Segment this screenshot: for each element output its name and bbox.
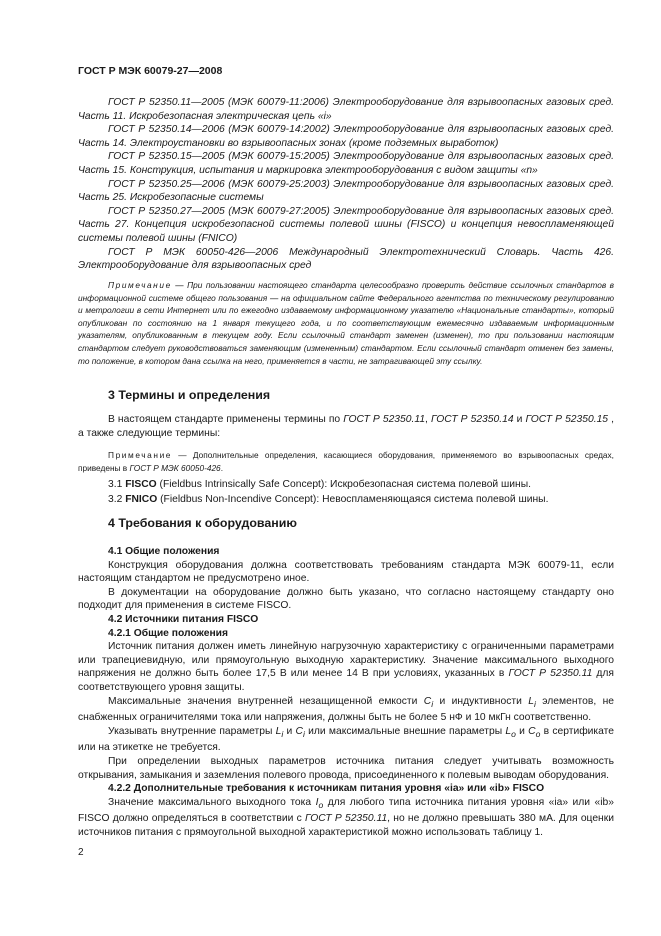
section-3-note: Примечание — Дополнительные определения, касающиеся оборудования, применяемого во взрывоопасных средах, приведены в ГОСТ Р МЭК 60050-426.	[78, 450, 614, 473]
term-fnico: 3.2 FNICO (Fieldbus Non-Incendive Concept): Невоспламеняющаяся система полевой шины.	[108, 494, 549, 506]
subsection-4-2: 4.2 Источники питания FISCO	[108, 613, 259, 625]
terms-list	[78, 478, 614, 507]
note-label: Примечание	[108, 280, 172, 290]
ref-link: ГОСТ Р 52350.11	[508, 668, 593, 680]
running-header: ГОСТ Р МЭК 60079-27—2008	[78, 65, 223, 77]
paragraph: Максимальные значения внутренней незащищенной емкости $C_i$ и индуктивности $L_i$ элементов, не снабженных ограничителями тока или напряжения, должны быть не более 5 нФ и 10 мкГн соответственно.	[78, 695, 614, 724]
normative-references	[78, 96, 614, 273]
note-text: — При пользовании настоящего стандарта целесообразно проверить действие ссылочных стандартов в информационной системе общего пользования — на официальном сайте Федерального агентства по техническому регулированию и метрологии в сети Интернет или по ежегодно издаваемому информационному указателю «Национальные стандарты», который опубликован по состоянию на 1 января текущего года, и по соответствующим ежемесячно издаваемым информационным указателям, опубликованным в текущем году. Если ссылочный стандарт заменен (изменен), то при пользовании настоящим стандартом следует руководствоваться заменяющим (измененным) стандартом. Если ссылочный стандарт отменен без замены, то положение, в котором дана ссылка на него, применяется в части, не затрагивающей эту ссылку.	[78, 280, 614, 366]
paragraph: При определении выходных параметров источника питания следует учитывать возможность открывания, замыкания и заземления полевого провода, присоединенного к полевым выводам оборудования.	[78, 756, 614, 781]
reference-item: ГОСТ Р 52350.27—2005 (МЭК 60079-27:2005) Электрооборудование для взрывоопасных газовых сред. Часть 27. Концепция искробезопасной системы полевой шины (FISCO) и концепция невоспламеняющей системы полевой шины (FNICO)	[78, 205, 614, 244]
ref-link: ГОСТ Р 52350.11	[343, 414, 426, 425]
ref-link: ГОСТ Р МЭК 60050-426	[129, 462, 221, 473]
paragraph: Источник питания должен иметь линейную нагрузочную характеристику с ограниченными параметрами или трапециевидную, или прямоугольную выходную характеристику. Значение максимального выходного напряжения не должно быть более 17,5 В или менее 14 В при условиях, указанных в ГОСТ Р 52350.11 для соответствующего уровня защиты.	[78, 641, 614, 693]
note-label: Примечание	[108, 450, 173, 460]
section-3-title: 3 Термины и определения	[108, 388, 271, 402]
paragraph: Конструкция оборудования должна соответствовать требованиям стандарта МЭК 60079-11, если настоящим стандартом не предусмотрено иное.	[78, 559, 614, 585]
section-3-intro: В настоящем стандарте применены термины по ГОСТ Р 52350.11, ГОСТ Р 52350.14 и ГОСТ Р 52350.15 , а также следующие термины:	[78, 414, 614, 439]
section-4-title: 4 Требования к оборудованию	[108, 516, 297, 530]
paragraph: Указывать внутренние параметры $L_i$ и $C_i$ или максимальные внешние параметры $L_o$ и $C_o$ в сертификате или на этикетке не требуется.	[78, 725, 614, 754]
subsection-4-2-2: 4.2.2 Дополнительные требования к источникам питания уровня «ia» или «ib» FISCO	[108, 783, 545, 795]
reference-item: ГОСТ Р 52350.25—2006 (МЭК 60079-25:2003) Электрооборудование для взрывоопасных газовых сред. Часть 25. Искробезопасные системы	[78, 178, 614, 204]
ref-link: ГОСТ Р 52350.15	[525, 414, 609, 425]
section-3-body	[78, 413, 614, 440]
subsection-4-2-1: 4.2.1 Общие положения	[108, 627, 228, 639]
note-references	[78, 279, 614, 367]
reference-item: ГОСТ Р МЭК 60050-426—2006 Международный Электротехнический Словарь. Часть 426. Электрооборудование для взрывоопасных сред	[78, 246, 614, 272]
paragraph: В документации на оборудование должно быть указано, что согласно настоящему стандарту оно подходит для применения в системе FISCO.	[78, 586, 614, 612]
reference-item: ГОСТ Р 52350.15—2005 (МЭК 60079-15:2005) Электрооборудование для взрывоопасных газовых сред. Часть 15. Конструкция, испытания и маркировка электрооборудования с видом защиты «n»	[78, 151, 614, 176]
page-number: 2	[78, 847, 84, 858]
ref-link: ГОСТ Р 52350.11	[305, 813, 388, 825]
reference-item: ГОСТ Р 52350.11—2005 (МЭК 60079-11:2006) Электрооборудование для взрывоопасных газовых сред. Часть 11. Искробезопасная электрическая цепь «i»	[78, 97, 614, 122]
subsection-4-1: 4.1 Общие положения	[108, 546, 220, 557]
paragraph: Значение максимального выходного тока $I_o$ для любого типа источника питания уровня «ia» или «ib» FISCO должно определяться в соответствии с ГОСТ Р 52350.11, но не должно превышать 380 мА. Для оценки источников питания с прямоугольной выходной характеристикой можно использовать таблицу 1.	[78, 796, 614, 839]
ref-link: ГОСТ Р 52350.14	[430, 414, 514, 425]
section-4-body	[78, 545, 614, 840]
reference-item: ГОСТ Р 52350.14—2006 (МЭК 60079-14:2002) Электрооборудование для взрывоопасных газовых сред. Часть 14. Электроустановки во взрывоопасных зонах (кроме подземных выработок)	[78, 124, 614, 149]
term-fisco: 3.1 FISCO (Fieldbus Intrinsically Safe Concept): Искробезопасная система полевой шины.	[108, 479, 531, 490]
